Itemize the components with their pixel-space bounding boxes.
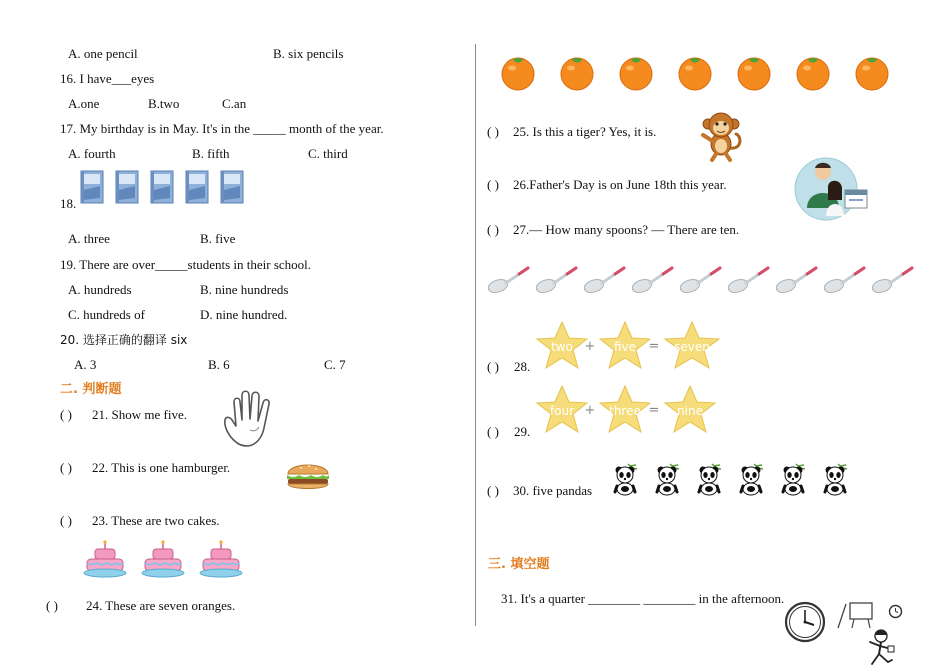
book-item	[115, 170, 139, 206]
q17-option-a: A. fourth	[68, 146, 116, 161]
q29-op-2: =	[648, 403, 660, 418]
q30-text: 30. five pandas	[513, 483, 593, 498]
hand-picture	[222, 390, 276, 448]
orange-item	[559, 53, 595, 91]
spoon-item	[870, 258, 915, 296]
spoon-item	[486, 258, 531, 296]
q28-number: 28.	[514, 359, 531, 374]
fathers-day-picture	[793, 156, 875, 222]
q19-option-c: C. hundreds of	[68, 307, 145, 322]
q16-option-b: B.two	[148, 96, 180, 111]
running-boy-picture	[864, 628, 898, 668]
panda-item	[612, 462, 638, 496]
spoon-item	[678, 258, 723, 296]
q29-number: 29.	[514, 424, 531, 439]
q29-word-3: nine	[677, 404, 703, 418]
spoon-item	[726, 258, 771, 296]
q28-paren: ( )	[487, 359, 499, 374]
q24-paren: ( )	[46, 598, 58, 613]
q19-stem: 19. There are over_____students in their school.	[60, 257, 312, 272]
q25-text: 25. Is this a tiger? Yes, it is.	[513, 124, 657, 139]
q18-option-b: B. five	[200, 231, 236, 246]
q28-word-1: two	[551, 340, 573, 354]
cake-item	[198, 540, 244, 578]
q26-text: 26.Father's Day is on June 18th this year.	[513, 177, 727, 192]
q29-paren: ( )	[487, 424, 499, 439]
q20-option-b: B. 6	[208, 357, 230, 372]
section-2-title: 二. 判断题	[60, 382, 122, 397]
q21-paren: ( )	[60, 407, 72, 422]
q24-text: 24. These are seven oranges.	[86, 598, 236, 613]
orange-item	[618, 53, 654, 91]
cake-item	[140, 540, 186, 578]
spoon-item	[774, 258, 819, 296]
q27-text: 27.— How many spoons? — There are ten.	[513, 222, 740, 237]
q29-word-2: three	[609, 404, 641, 418]
small-clock-icon	[888, 604, 903, 619]
panda-item	[822, 462, 848, 496]
q18-option-a: A. three	[68, 231, 110, 246]
book-item	[220, 170, 244, 206]
spoon-item	[582, 258, 627, 296]
pandas-picture	[612, 462, 848, 496]
q17-option-c: C. third	[308, 146, 348, 161]
orange-item	[795, 53, 831, 91]
panda-item	[654, 462, 680, 496]
q22-text: 22. This is one hamburger.	[92, 460, 231, 475]
panda-item	[738, 462, 764, 496]
book-item	[80, 170, 104, 206]
q30-paren: ( )	[487, 483, 499, 498]
q18-stem: 18.	[60, 196, 77, 211]
q22-paren: ( )	[60, 460, 72, 475]
q20-stem: 20. 选择正确的翻译 six	[60, 333, 188, 347]
oranges-picture	[500, 53, 890, 91]
q26-paren: ( )	[487, 177, 499, 192]
q23-text: 23. These are two cakes.	[92, 513, 220, 528]
hamburger-picture	[285, 457, 331, 493]
spoon-item	[534, 258, 579, 296]
q21-text: 21. Show me five.	[92, 407, 187, 422]
cakes-picture	[82, 540, 244, 578]
q31-text: 31. It's a quarter ________ ________ in the afternoon.	[501, 591, 785, 606]
q25-paren: ( )	[487, 124, 499, 139]
spoon-item	[630, 258, 675, 296]
column-divider	[475, 44, 476, 626]
q15-option-b: B. six pencils	[273, 46, 344, 61]
section-3-title: 三. 填空题	[488, 557, 550, 572]
book-item	[150, 170, 174, 206]
q17-option-b: B. fifth	[192, 146, 230, 161]
spoon-item	[822, 258, 867, 296]
spoons-picture	[486, 258, 915, 296]
cake-item	[82, 540, 128, 578]
q29-star-equation	[535, 384, 725, 438]
q16-stem: 16. I have___eyes	[60, 71, 155, 86]
classroom-board-picture	[836, 600, 876, 630]
q17-stem: 17. My birthday is in May. It's in the _____ month of the year.	[60, 121, 384, 136]
q19-option-b: B. nine hundreds	[200, 282, 289, 297]
book-item	[185, 170, 209, 206]
orange-item	[677, 53, 713, 91]
q20-option-a: A. 3	[74, 357, 97, 372]
books-picture	[80, 170, 252, 206]
orange-item	[854, 53, 890, 91]
q23-paren: ( )	[60, 513, 72, 528]
q28-word-3: seven	[674, 340, 710, 354]
panda-item	[696, 462, 722, 496]
q28-star-equation	[535, 320, 725, 374]
q29-word-1: four	[549, 404, 575, 418]
q29-op-1: +	[584, 403, 596, 418]
monkey-picture	[698, 110, 744, 162]
q16-option-a: A.one	[68, 96, 100, 111]
q19-option-d: D. nine hundred.	[200, 307, 288, 322]
orange-item	[500, 53, 536, 91]
q28-op-1: +	[584, 339, 596, 354]
wall-clock-picture	[783, 600, 827, 644]
q27-paren: ( )	[487, 222, 499, 237]
q19-option-a: A. hundreds	[68, 282, 132, 297]
q28-word-2: five	[613, 340, 637, 354]
panda-item	[780, 462, 806, 496]
q20-option-c: C. 7	[324, 357, 346, 372]
q15-option-a: A. one pencil	[68, 46, 138, 61]
q28-op-2: =	[648, 339, 660, 354]
q16-option-c: C.an	[222, 96, 247, 111]
orange-item	[736, 53, 772, 91]
